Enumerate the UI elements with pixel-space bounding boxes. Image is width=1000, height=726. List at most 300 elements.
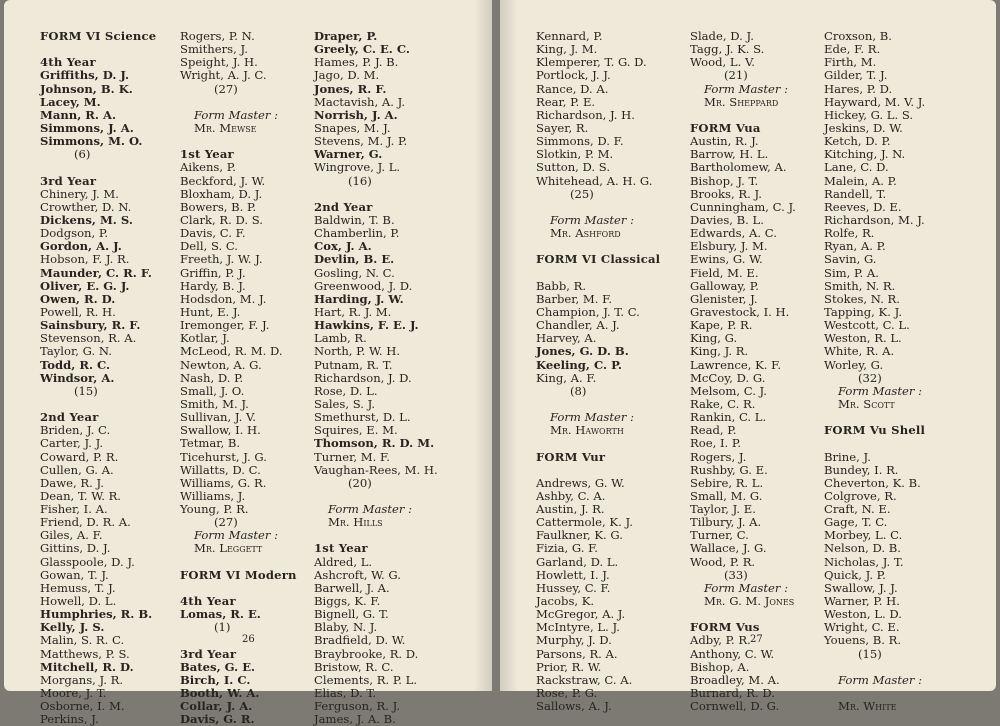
student-name: Hunt, E. J. bbox=[180, 304, 241, 319]
student-name: Rear, P. E. bbox=[536, 94, 596, 109]
student-name: Hames, P. J. B. bbox=[314, 55, 399, 70]
student-name-bold: Bates, G. E. bbox=[180, 659, 256, 674]
student-name: McIntyre, L. J. bbox=[536, 620, 620, 635]
student-name: Sutton, D. S. bbox=[536, 160, 611, 175]
gutter-shadow bbox=[474, 0, 492, 691]
column-5 bbox=[690, 30, 796, 713]
student-name: McCoy, D. G. bbox=[690, 370, 766, 385]
form-master-name: Mr. Haworth bbox=[550, 423, 624, 438]
left-page bbox=[4, 0, 492, 726]
student-name: Melsom, C. J. bbox=[690, 383, 767, 398]
student-name: Rolfe, R. bbox=[824, 226, 875, 241]
form-master-label: Form Master : bbox=[194, 528, 278, 543]
column-3 bbox=[314, 30, 438, 726]
student-name: Barber, M. F. bbox=[536, 291, 613, 306]
student-name: Cornwell, D. G. bbox=[690, 699, 780, 714]
student-name: Howlett, I. J. bbox=[536, 567, 610, 582]
student-name: Ferguson, R. J. bbox=[314, 699, 401, 714]
form-count: (16) bbox=[348, 173, 372, 188]
form-count: (33) bbox=[724, 567, 748, 582]
student-name: Gosling, N. C. bbox=[314, 265, 395, 280]
student-name-bold: Greely, C. E. C. bbox=[314, 42, 410, 57]
student-name: Quick, J. P. bbox=[824, 567, 886, 582]
student-name: Cheverton, K. B. bbox=[824, 475, 921, 490]
student-name: Blaby, N. J. bbox=[314, 620, 378, 635]
student-name: James, J. A. B. bbox=[314, 712, 396, 726]
section-heading: 1st Year bbox=[180, 147, 234, 162]
student-name-bold: Mann, R. A. bbox=[40, 107, 117, 122]
student-name: Williams, G. R. bbox=[180, 475, 267, 490]
student-name: Giles, A. F. bbox=[40, 528, 103, 543]
form-count: (25) bbox=[570, 186, 594, 201]
student-name: Parsons, R. A. bbox=[536, 646, 618, 661]
student-name: Greenwood, J. D. bbox=[314, 278, 413, 293]
student-name: Wright, C. E. bbox=[824, 620, 900, 635]
student-name: Taylor, G. N. bbox=[40, 344, 112, 359]
student-name: Glasspoole, D. J. bbox=[40, 554, 135, 569]
student-name: Wood, P. R. bbox=[690, 554, 756, 569]
section-heading: 1st Year bbox=[314, 541, 368, 556]
student-name: Hardy, B. J. bbox=[180, 278, 246, 293]
student-name: Read, P. bbox=[690, 423, 737, 438]
section-heading: 3rd Year bbox=[40, 173, 97, 188]
student-name: Randell, T. bbox=[824, 186, 887, 201]
student-name: Aldred, L. bbox=[314, 554, 373, 569]
student-name: Howell, D. L. bbox=[40, 594, 117, 609]
section-heading: 2nd Year bbox=[314, 199, 373, 214]
student-name: Cunningham, C. J. bbox=[690, 199, 796, 214]
student-name: Nicholas, J. T. bbox=[824, 554, 904, 569]
section-heading: FORM Vur bbox=[536, 449, 606, 464]
student-name: Barrow, H. L. bbox=[690, 147, 769, 162]
student-name: McGregor, A. J. bbox=[536, 607, 626, 622]
student-name: Clark, R. D. S. bbox=[180, 212, 263, 227]
student-name: Smethurst, D. L. bbox=[314, 410, 411, 425]
student-name: Cattermole, K. J. bbox=[536, 515, 633, 530]
student-name: Stokes, N. R. bbox=[824, 291, 900, 306]
student-name: Adby, P. R. bbox=[690, 633, 751, 648]
student-name: Friend, D. R. A. bbox=[40, 515, 131, 530]
student-name: Briden, J. C. bbox=[40, 423, 111, 438]
student-name: Hobson, F. J. R. bbox=[40, 252, 130, 267]
student-name: Rake, C. R. bbox=[690, 396, 756, 411]
student-name: Sayer, R. bbox=[536, 120, 589, 135]
student-name: Speight, J. H. bbox=[180, 55, 258, 70]
student-name-bold: Harding, J. W. bbox=[314, 291, 404, 306]
student-name: Youens, B. R. bbox=[824, 633, 902, 648]
student-name: Ashcroft, W. G. bbox=[314, 567, 401, 582]
student-name: Brine, J. bbox=[824, 449, 871, 464]
student-name: Snapes, M. J. bbox=[314, 120, 391, 135]
student-name: Klemperer, T. G. D. bbox=[536, 55, 647, 70]
student-name-bold: Booth, W. A. bbox=[180, 686, 260, 701]
section-heading: 3rd Year bbox=[180, 646, 237, 661]
student-name: Brooks, R. J. bbox=[690, 186, 762, 201]
student-name: Dodgson, P. bbox=[40, 226, 109, 241]
student-name-bold: Norrish, J. A. bbox=[314, 107, 398, 122]
section-heading: 2nd Year bbox=[40, 410, 99, 425]
student-name: Richardson, M. J. bbox=[824, 212, 925, 227]
spacer bbox=[536, 201, 660, 214]
section-heading: FORM VI Modern bbox=[180, 567, 297, 582]
student-name: Powell, R. H. bbox=[40, 304, 116, 319]
student-name-bold: Cox, J. A. bbox=[314, 239, 372, 254]
student-name: Nash, D. P. bbox=[180, 370, 244, 385]
student-name: Tapping, K. J. bbox=[824, 304, 903, 319]
column-1 bbox=[40, 30, 156, 726]
student-name-bold: Hawkins, F. E. J. bbox=[314, 318, 419, 333]
student-name: Roe, I. P. bbox=[690, 436, 742, 451]
spacer bbox=[690, 109, 796, 122]
student-name: Rose, D. L. bbox=[314, 383, 378, 398]
student-name: Willatts, D. C. bbox=[180, 462, 261, 477]
form-master-name: Mr. Ashford bbox=[550, 226, 621, 241]
student-name: Squires, E. M. bbox=[314, 423, 398, 438]
student-name: Beckford, J. W. bbox=[180, 173, 266, 188]
student-name: Croxson, B. bbox=[824, 29, 892, 43]
student-name: Perkins, J. bbox=[40, 712, 99, 726]
student-name: Fisher, I. A. bbox=[40, 502, 108, 517]
student-name-bold: Johnson, B. K. bbox=[40, 81, 133, 96]
student-name: Malin, S. R. C. bbox=[40, 633, 125, 648]
student-name: Weston, L. D. bbox=[824, 607, 902, 622]
form-count: (8) bbox=[570, 383, 587, 398]
student-name: Savin, G. bbox=[824, 252, 877, 267]
student-name: Ryan, A. P. bbox=[824, 239, 886, 254]
student-name: Davies, B. L. bbox=[690, 212, 764, 227]
student-name: Bundey, I. R. bbox=[824, 462, 899, 477]
student-name: Vaughan-Rees, M. H. bbox=[314, 462, 438, 477]
student-name: Bradfield, D. W. bbox=[314, 633, 406, 648]
student-name: Rogers, P. N. bbox=[180, 29, 255, 43]
student-name: Tagg, J. K. S. bbox=[690, 42, 765, 57]
form-master-name: Mr. Scott bbox=[838, 396, 895, 411]
student-name: Osborne, I. M. bbox=[40, 699, 125, 714]
student-name: Richardson, J. H. bbox=[536, 107, 635, 122]
student-name: Lamb, R. bbox=[314, 331, 367, 346]
student-name: Kennard, P. bbox=[536, 29, 603, 43]
student-name-bold: Collar, J. A. bbox=[180, 699, 253, 714]
student-name: Clements, R. P. L. bbox=[314, 672, 418, 687]
student-name: Rogers, J. bbox=[690, 449, 747, 464]
page-number-right: 27 bbox=[750, 634, 763, 645]
student-name: Barwell, J. A. bbox=[314, 580, 390, 595]
student-name: Hart, R. J. M. bbox=[314, 304, 392, 319]
student-name: Wallace, J. G. bbox=[690, 541, 767, 556]
student-name: King, A. F. bbox=[536, 370, 597, 385]
student-name: Worley, G. bbox=[824, 357, 884, 372]
form-master-label: Form Master : bbox=[838, 672, 922, 687]
section-heading: 4th Year bbox=[40, 55, 96, 70]
student-name-bold: Jones, R. F. bbox=[314, 81, 387, 96]
section-heading: FORM Vus bbox=[690, 620, 760, 635]
student-name: Freeth, J. W. J. bbox=[180, 252, 263, 267]
student-name: Swallow, I. H. bbox=[180, 423, 261, 438]
student-name: Turner, M. F. bbox=[314, 449, 390, 464]
student-name: Bartholomew, A. bbox=[690, 160, 787, 175]
student-name-bold: Jones, G. D. B. bbox=[536, 344, 629, 359]
student-name: Champion, J. T. C. bbox=[536, 304, 640, 319]
student-name: Firth, M. bbox=[824, 55, 877, 70]
student-name: Sim, P. A. bbox=[824, 265, 879, 280]
student-name: Sebire, R. L. bbox=[690, 475, 764, 490]
form-count: (15) bbox=[858, 646, 882, 661]
section-heading: FORM VI Classical bbox=[536, 252, 661, 267]
student-name: Garland, D. L. bbox=[536, 554, 619, 569]
student-name: Anthony, C. W. bbox=[690, 646, 775, 661]
student-name: Smith, M. J. bbox=[180, 396, 249, 411]
student-name: Taylor, J. E. bbox=[690, 502, 756, 517]
student-name: Malein, A. P. bbox=[824, 173, 897, 188]
student-name-bold: Griffiths, D. J. bbox=[40, 68, 130, 83]
student-name-bold: Birch, I. C. bbox=[180, 672, 251, 687]
student-name: Jacobs, K. bbox=[536, 594, 595, 609]
student-name: Slade, D. J. bbox=[690, 29, 754, 43]
student-name-bold: Simmons, M. O. bbox=[40, 134, 143, 149]
student-name: Rackstraw, C. A. bbox=[536, 672, 633, 687]
form-master-label: Form Master : bbox=[550, 410, 634, 425]
student-name: Newton, A. G. bbox=[180, 357, 262, 372]
student-name: Wright, A. J. C. bbox=[180, 68, 267, 83]
student-name: Carter, J. J. bbox=[40, 436, 104, 451]
gutter-shadow bbox=[500, 0, 518, 691]
student-name: Griffin, P. J. bbox=[180, 265, 246, 280]
student-name: Young, P. R. bbox=[180, 502, 249, 517]
student-name-bold: Davis, G. R. bbox=[180, 712, 255, 726]
student-name: King, J. R. bbox=[690, 344, 749, 359]
student-name: Crowther, D. N. bbox=[40, 199, 132, 214]
student-name: Bristow, R. C. bbox=[314, 659, 394, 674]
form-master-name: Mr. Hills bbox=[328, 515, 383, 530]
student-name: Babb, R. bbox=[536, 278, 587, 293]
form-master-name: Mr. Mewse bbox=[194, 120, 257, 135]
spacer bbox=[536, 437, 660, 450]
student-name: Morgans, J. R. bbox=[40, 672, 124, 687]
student-name: Cullen, G. A. bbox=[40, 462, 114, 477]
form-master-label: Form Master : bbox=[704, 81, 788, 96]
student-name-bold: Owen, R. D. bbox=[40, 291, 116, 306]
student-name: Kitching, J. N. bbox=[824, 147, 906, 162]
student-name: King, J. M. bbox=[536, 42, 598, 57]
student-name: Broadley, M. A. bbox=[690, 672, 780, 687]
student-name-bold: Oliver, E. G. J. bbox=[40, 278, 130, 293]
student-name: White, R. A. bbox=[824, 344, 895, 359]
student-name-bold: Draper, P. bbox=[314, 29, 378, 43]
student-name: Slotkin, P. M. bbox=[536, 147, 614, 162]
student-name-bold: Sainsbury, R. F. bbox=[40, 318, 141, 333]
student-name-bold: Lacey, M. bbox=[40, 94, 101, 109]
student-name: Davis, C. F. bbox=[180, 226, 246, 241]
student-name: McLeod, R. M. D. bbox=[180, 344, 283, 359]
spacer bbox=[180, 634, 297, 647]
student-name: Craft, N. E. bbox=[824, 502, 891, 517]
form-master-name: Mr. White bbox=[838, 699, 897, 714]
student-name: Chandler, A. J. bbox=[536, 318, 620, 333]
student-name: Sallows, A. J. bbox=[536, 699, 612, 714]
student-name: Rance, D. A. bbox=[536, 81, 609, 96]
student-name: Williams, J. bbox=[180, 488, 246, 503]
student-name: Small, J. O. bbox=[180, 383, 245, 398]
section-heading: FORM Vua bbox=[690, 120, 761, 135]
student-name: Whitehead, A. H. G. bbox=[536, 173, 653, 188]
student-name: Dawe, R. J. bbox=[40, 475, 104, 490]
student-name: Aikens, P. bbox=[180, 160, 236, 175]
column-2 bbox=[180, 30, 297, 726]
form-master-label: Form Master : bbox=[328, 502, 412, 517]
student-name: Prior, R. W. bbox=[536, 659, 602, 674]
student-name-bold: Maunder, C. R. F. bbox=[40, 265, 152, 280]
student-name: Warner, P. H. bbox=[824, 594, 900, 609]
student-name: Portlock, J. J. bbox=[536, 68, 611, 83]
form-master-label: Form Master : bbox=[838, 383, 922, 398]
student-name: Jeskins, D. W. bbox=[824, 120, 903, 135]
form-master-name: Mr. Sheppard bbox=[704, 94, 779, 109]
student-name: Austin, J. R. bbox=[536, 502, 605, 517]
student-name: Gowan, T. J. bbox=[40, 567, 109, 582]
student-name: Tetmar, B. bbox=[180, 436, 241, 451]
spacer bbox=[824, 661, 925, 674]
student-name: Murphy, J. D. bbox=[536, 633, 612, 648]
student-name: Turner, C. bbox=[690, 528, 749, 543]
student-name: Ashby, C. A. bbox=[536, 488, 606, 503]
student-name-bold: Todd, R. C. bbox=[40, 357, 111, 372]
student-name: Baldwin, T. B. bbox=[314, 212, 395, 227]
student-name: Rose, P. G. bbox=[536, 686, 598, 701]
student-name: Putnam, R. T. bbox=[314, 357, 393, 372]
student-name: Bishop, J. T. bbox=[690, 173, 759, 188]
student-name: Kape, P. R. bbox=[690, 318, 753, 333]
student-name-bold: Thomson, R. D. M. bbox=[314, 436, 435, 451]
student-name: Andrews, G. W. bbox=[536, 475, 625, 490]
page-number-left: 26 bbox=[242, 634, 255, 645]
student-name: Dean, T. W. R. bbox=[40, 488, 121, 503]
student-name: Chinery, J. M. bbox=[40, 186, 119, 201]
student-name: Coward, P. R. bbox=[40, 449, 119, 464]
student-name: Burnard, R. D. bbox=[690, 686, 775, 701]
student-name: Smith, N. R. bbox=[824, 278, 896, 293]
student-name: Moore, J. T. bbox=[40, 686, 107, 701]
student-name: Westcott, C. L. bbox=[824, 318, 910, 333]
student-name-bold: Mitchell, R. D. bbox=[40, 659, 134, 674]
spacer bbox=[824, 437, 925, 450]
student-name: Biggs, K. F. bbox=[314, 594, 381, 609]
student-name-bold: Devlin, B. E. bbox=[314, 252, 395, 267]
student-name: Stevenson, R. A. bbox=[40, 331, 137, 346]
student-name: Dell, S. C. bbox=[180, 239, 238, 254]
student-name: Lawrence, K. F. bbox=[690, 357, 782, 372]
student-name: Kotlar, J. bbox=[180, 331, 230, 346]
spacer bbox=[824, 687, 925, 700]
student-name: Colgrove, R. bbox=[824, 488, 897, 503]
student-name: Jago, D. M. bbox=[314, 68, 380, 83]
form-master-label: Form Master : bbox=[550, 212, 634, 227]
student-name: Matthews, P. S. bbox=[40, 646, 130, 661]
student-name: Wood, L. V. bbox=[690, 55, 755, 70]
form-master-label: Form Master : bbox=[194, 107, 278, 122]
form-count: (20) bbox=[348, 475, 372, 490]
student-name: Gage, T. C. bbox=[824, 515, 888, 530]
form-count: (27) bbox=[214, 515, 238, 530]
student-name: Reeves, D. E. bbox=[824, 199, 902, 214]
student-name-bold: Keeling, C. P. bbox=[536, 357, 622, 372]
student-name-bold: Kelly, J. S. bbox=[40, 620, 105, 635]
student-name: Gilder, T. J. bbox=[824, 68, 888, 83]
student-name: Galloway, P. bbox=[690, 278, 759, 293]
student-name: North, P. W. H. bbox=[314, 344, 401, 359]
column-6 bbox=[824, 30, 925, 713]
student-name-bold: Windsor, A. bbox=[40, 370, 115, 385]
student-name: Braybrooke, R. D. bbox=[314, 646, 419, 661]
student-name: Weston, R. L. bbox=[824, 331, 902, 346]
student-name: Ketch, D. P. bbox=[824, 134, 891, 149]
spacer bbox=[180, 556, 297, 569]
student-name: Elias, D. T. bbox=[314, 686, 377, 701]
student-name: Nelson, D. B. bbox=[824, 541, 901, 556]
student-name: Swallow, J. J. bbox=[824, 580, 898, 595]
student-name: Ticehurst, J. G. bbox=[180, 449, 267, 464]
student-name: Bowers, B. P. bbox=[180, 199, 257, 214]
section-heading: 4th Year bbox=[180, 594, 236, 609]
student-name: Richardson, J. D. bbox=[314, 370, 412, 385]
form-count: (32) bbox=[858, 370, 882, 385]
student-name: Glenister, J. bbox=[690, 291, 758, 306]
student-name: Rankin, C. L. bbox=[690, 410, 767, 425]
student-name: Fizia, G. F. bbox=[536, 541, 598, 556]
spacer bbox=[536, 464, 660, 477]
student-name-bold: Simmons, J. A. bbox=[40, 120, 134, 135]
student-name: Lane, C. D. bbox=[824, 160, 889, 175]
student-name: Faulkner, K. G. bbox=[536, 528, 623, 543]
student-name-bold: Dickens, M. S. bbox=[40, 212, 133, 227]
form-count: (6) bbox=[74, 147, 91, 162]
student-name: Bishop, A. bbox=[690, 659, 750, 674]
student-name: Rushby, G. E. bbox=[690, 462, 768, 477]
section-heading: FORM VI Science bbox=[40, 29, 157, 43]
student-name: Ewins, G. W. bbox=[690, 252, 763, 267]
student-name: Hares, P. D. bbox=[824, 81, 893, 96]
student-name: Edwards, A. C. bbox=[690, 226, 777, 241]
student-name: Iremonger, F. J. bbox=[180, 318, 270, 333]
form-master-label: Form Master : bbox=[704, 580, 788, 595]
form-count: (1) bbox=[214, 620, 231, 635]
student-name: Bloxham, D. J. bbox=[180, 186, 263, 201]
student-name: Sullivan, J. V. bbox=[180, 410, 256, 425]
form-count: (21) bbox=[724, 68, 748, 83]
student-name: Sales, S. J. bbox=[314, 396, 376, 411]
student-name-bold: Humphries, R. B. bbox=[40, 607, 153, 622]
column-4 bbox=[536, 30, 660, 713]
spacer bbox=[180, 96, 297, 109]
student-name: Field, M. E. bbox=[690, 265, 759, 280]
form-master-name: Mr. Leggett bbox=[194, 541, 263, 556]
student-name: King, G. bbox=[690, 331, 738, 346]
student-name: Chamberlin, P. bbox=[314, 226, 400, 241]
student-name: Small, M. G. bbox=[690, 488, 763, 503]
form-master-name: Mr. G. M. Jones bbox=[704, 594, 795, 609]
student-name: Hayward, M. V. J. bbox=[824, 94, 926, 109]
student-name-bold: Gordon, A. J. bbox=[40, 239, 122, 254]
form-count: (15) bbox=[74, 383, 98, 398]
student-name: Stevens, M. J. P. bbox=[314, 134, 408, 149]
student-name-bold: Lomas, R. E. bbox=[180, 607, 261, 622]
student-name-bold: Warner, G. bbox=[314, 147, 383, 162]
student-name: Tilbury, J. A. bbox=[690, 515, 762, 530]
student-name: Elsbury, J. M. bbox=[690, 239, 768, 254]
student-name: Hickey, G. L. S. bbox=[824, 107, 914, 122]
form-count: (27) bbox=[214, 81, 238, 96]
student-name: Wingrove, J. L. bbox=[314, 160, 401, 175]
student-name: Austin, R. J. bbox=[690, 134, 759, 149]
